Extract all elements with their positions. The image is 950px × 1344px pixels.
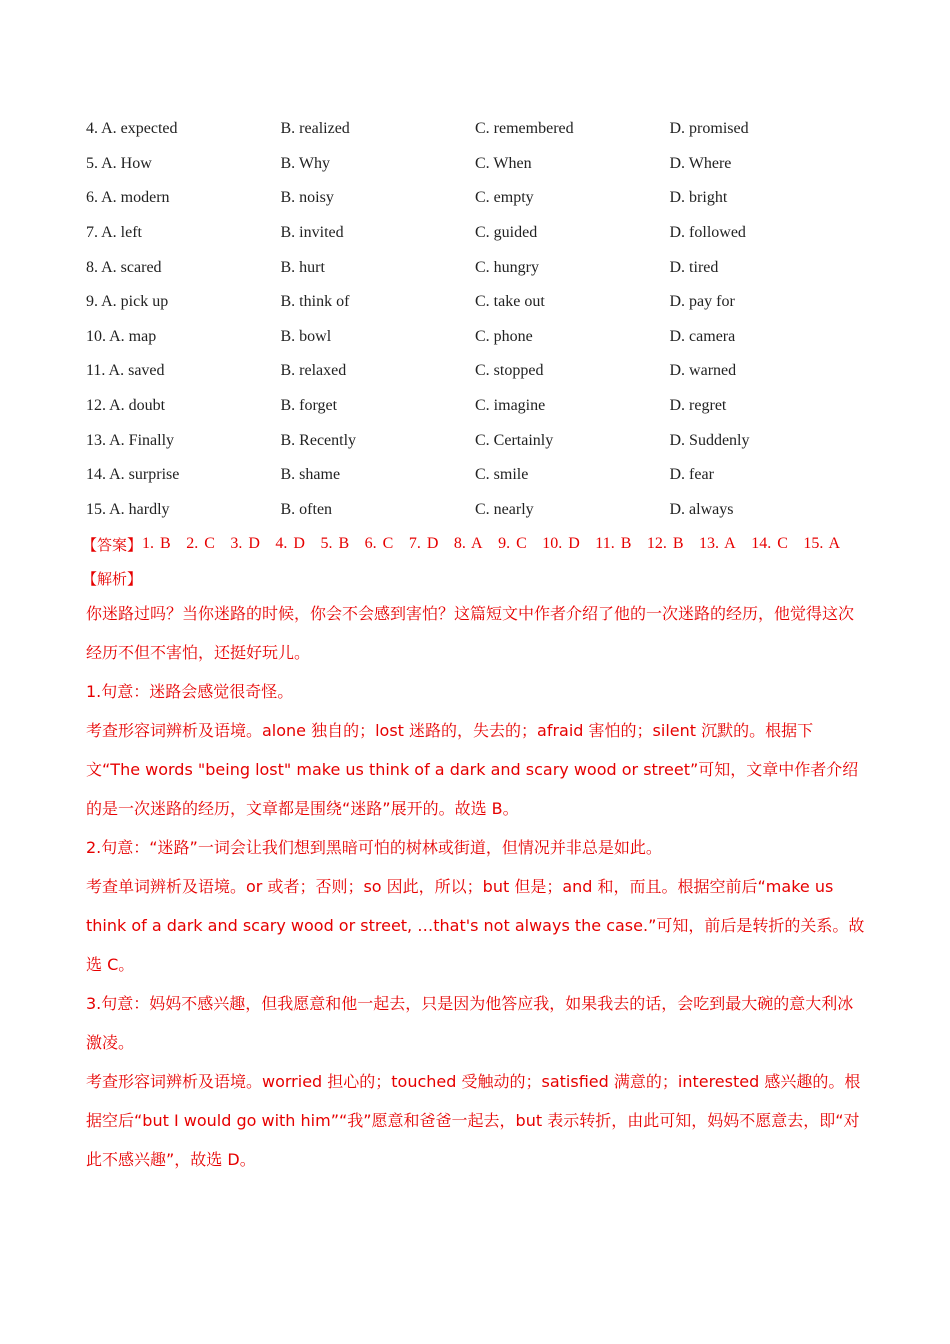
answer-items xyxy=(142,535,856,553)
answer-item: 5. B xyxy=(320,535,350,553)
option-b: B. bowl xyxy=(280,327,332,345)
option-c: C. When xyxy=(475,154,532,172)
option-c: C. guided xyxy=(475,224,538,242)
option-d: D. followed xyxy=(669,224,746,242)
option-text: A. expected xyxy=(101,120,178,138)
question-number: 9. xyxy=(86,293,98,311)
option-c: C. take out xyxy=(475,293,545,311)
option-text: A. surprise xyxy=(109,466,180,484)
q3-explanation: 考查形容词辨析及语境。worried 担心的；touched 受触动的；satisfied 满意的；interested 感兴趣的。根据空后“but I would go with him”“我”愿意和爸爸一起去，but 表示转折，由此可知，妈妈不愿意去，即“对此不感兴趣”，故选 D。 xyxy=(86,1072,861,1170)
option-a xyxy=(86,155,281,173)
option-b: B. shame xyxy=(280,466,341,484)
answer-item: 10. D xyxy=(542,535,580,553)
option-a xyxy=(86,189,281,207)
option-b: B. think of xyxy=(280,293,350,311)
option-d: D. Suddenly xyxy=(669,431,750,449)
question-row xyxy=(86,458,866,493)
option-a xyxy=(86,328,281,346)
answer-item: 3. D xyxy=(230,535,260,553)
option-d: D. always xyxy=(669,500,734,518)
option-d: D. pay for xyxy=(669,293,735,311)
question-number: 10. xyxy=(86,327,106,345)
question-row xyxy=(86,423,866,458)
option-c: C. Certainly xyxy=(475,431,554,449)
answer-item: 6. C xyxy=(364,535,394,553)
option-a xyxy=(86,432,281,450)
q2-explanation: 考查单词辨析及语境。or 或者；否则；so 因此，所以；but 但是；and 和，而且。根据空前后“make us think of a dark and scary wood or street, …that's not always the case.”可知，前后是转折的关系。故选 C。 xyxy=(86,877,865,975)
q1-explanation: 考查形容词辨析及语境。alone 独自的；lost 迷路的，失去的；afraid 害怕的；silent 沉默的。根据下文“The words "being lost" make us think of a dark and scary wood or street”可知，文章中作者介绍的是一次迷路的经历，文章都是围绕“迷路”展开的。故选 B。 xyxy=(86,721,859,819)
answer-item: 9. C xyxy=(498,535,527,553)
option-b: B. realized xyxy=(280,120,350,138)
answer-item: 13. A xyxy=(699,535,736,553)
answer-item: 2. C xyxy=(186,535,215,553)
option-c: C. empty xyxy=(475,189,534,207)
answer-item: 8. A xyxy=(453,535,483,553)
question-list xyxy=(86,112,866,527)
question-row xyxy=(86,354,866,389)
option-a xyxy=(86,466,281,484)
option-b: B. noisy xyxy=(280,189,334,207)
option-d: D. fear xyxy=(669,466,714,484)
option-text: A. scared xyxy=(101,258,162,276)
question-row xyxy=(86,320,866,355)
option-d: D. promised xyxy=(669,120,749,138)
option-b: B. Recently xyxy=(280,431,357,449)
analysis-label: 【解析】 xyxy=(82,569,143,588)
option-d: D. camera xyxy=(669,327,736,345)
option-text: A. pick up xyxy=(101,293,169,311)
question-number: 11. xyxy=(86,362,106,380)
option-text: A. doubt xyxy=(109,397,166,415)
question-row xyxy=(86,181,866,216)
q3-meaning: 3.句意：妈妈不感兴趣，但我愿意和他一起去，只是因为他答应我，如果我去的话，会吃到最大碗的意大利冰激凌。 xyxy=(86,994,854,1053)
answer-item: 11. B xyxy=(595,535,632,553)
answer-line xyxy=(82,527,866,561)
option-c: C. smile xyxy=(475,466,529,484)
option-d: D. tired xyxy=(669,258,719,276)
option-b: B. relaxed xyxy=(280,362,347,380)
answer-item: 7. D xyxy=(408,535,439,553)
question-number: 13. xyxy=(86,431,106,449)
option-text: A. saved xyxy=(108,362,165,380)
question-row xyxy=(86,493,866,528)
question-number: 5. xyxy=(86,154,98,172)
option-b: B. forget xyxy=(280,397,338,415)
q2-meaning: 2.句意：“迷路”一词会让我们想到黑暗可怕的树林或街道，但情况并非总是如此。 xyxy=(86,838,662,858)
question-number: 6. xyxy=(86,189,98,207)
question-row xyxy=(86,216,866,251)
option-text: A. Finally xyxy=(109,431,175,449)
option-b: B. invited xyxy=(280,224,344,242)
question-number: 15. xyxy=(86,500,106,518)
option-text: A. left xyxy=(101,224,142,242)
option-b: B. Why xyxy=(280,154,330,172)
option-b: B. often xyxy=(280,500,333,518)
option-d: D. warned xyxy=(669,362,737,380)
option-c: C. nearly xyxy=(475,500,534,518)
option-c: C. stopped xyxy=(475,362,544,380)
option-a xyxy=(86,397,281,415)
answer-item: 1. B xyxy=(142,535,171,553)
question-number: 4. xyxy=(86,120,98,138)
option-text: A. map xyxy=(109,327,157,345)
option-a xyxy=(86,259,281,277)
option-b: B. hurt xyxy=(280,258,325,276)
answer-item: 4. D xyxy=(275,535,305,553)
answer-item: 12. B xyxy=(646,535,684,553)
option-c: C. imagine xyxy=(475,397,546,415)
question-row xyxy=(86,112,866,147)
question-row xyxy=(86,285,866,320)
option-a xyxy=(86,224,281,242)
option-d: D. Where xyxy=(669,154,732,172)
answer-item: 15. A xyxy=(803,535,841,553)
analysis-intro: 你迷路过吗？当你迷路的时候，你会不会感到害怕？这篇短文中作者介绍了他的一次迷路的经历，他觉得这次经历不但不害怕，还挺好玩儿。 xyxy=(86,604,855,663)
question-row xyxy=(86,147,866,182)
question-number: 7. xyxy=(86,224,98,242)
option-a xyxy=(86,501,281,519)
option-a xyxy=(86,293,281,311)
question-row xyxy=(86,250,866,285)
option-c: C. hungry xyxy=(475,258,539,276)
option-c: C. remembered xyxy=(475,120,574,138)
answer-label: 【答案】 xyxy=(82,535,143,554)
option-a xyxy=(86,362,281,380)
option-d: D. bright xyxy=(669,189,728,207)
option-a xyxy=(86,120,281,138)
option-text: A. modern xyxy=(101,189,170,207)
option-text: A. How xyxy=(101,154,152,172)
option-d: D. regret xyxy=(669,397,727,415)
q1-meaning: 1.句意：迷路会感觉很奇怪。 xyxy=(86,682,294,702)
document-page xyxy=(82,112,866,1180)
question-number: 14. xyxy=(86,466,106,484)
answer-item: 14. C xyxy=(751,535,788,553)
option-text: A. hardly xyxy=(109,500,170,518)
question-row xyxy=(86,389,866,424)
question-number: 8. xyxy=(86,258,98,276)
option-c: C. phone xyxy=(475,327,533,345)
question-number: 12. xyxy=(86,397,106,415)
